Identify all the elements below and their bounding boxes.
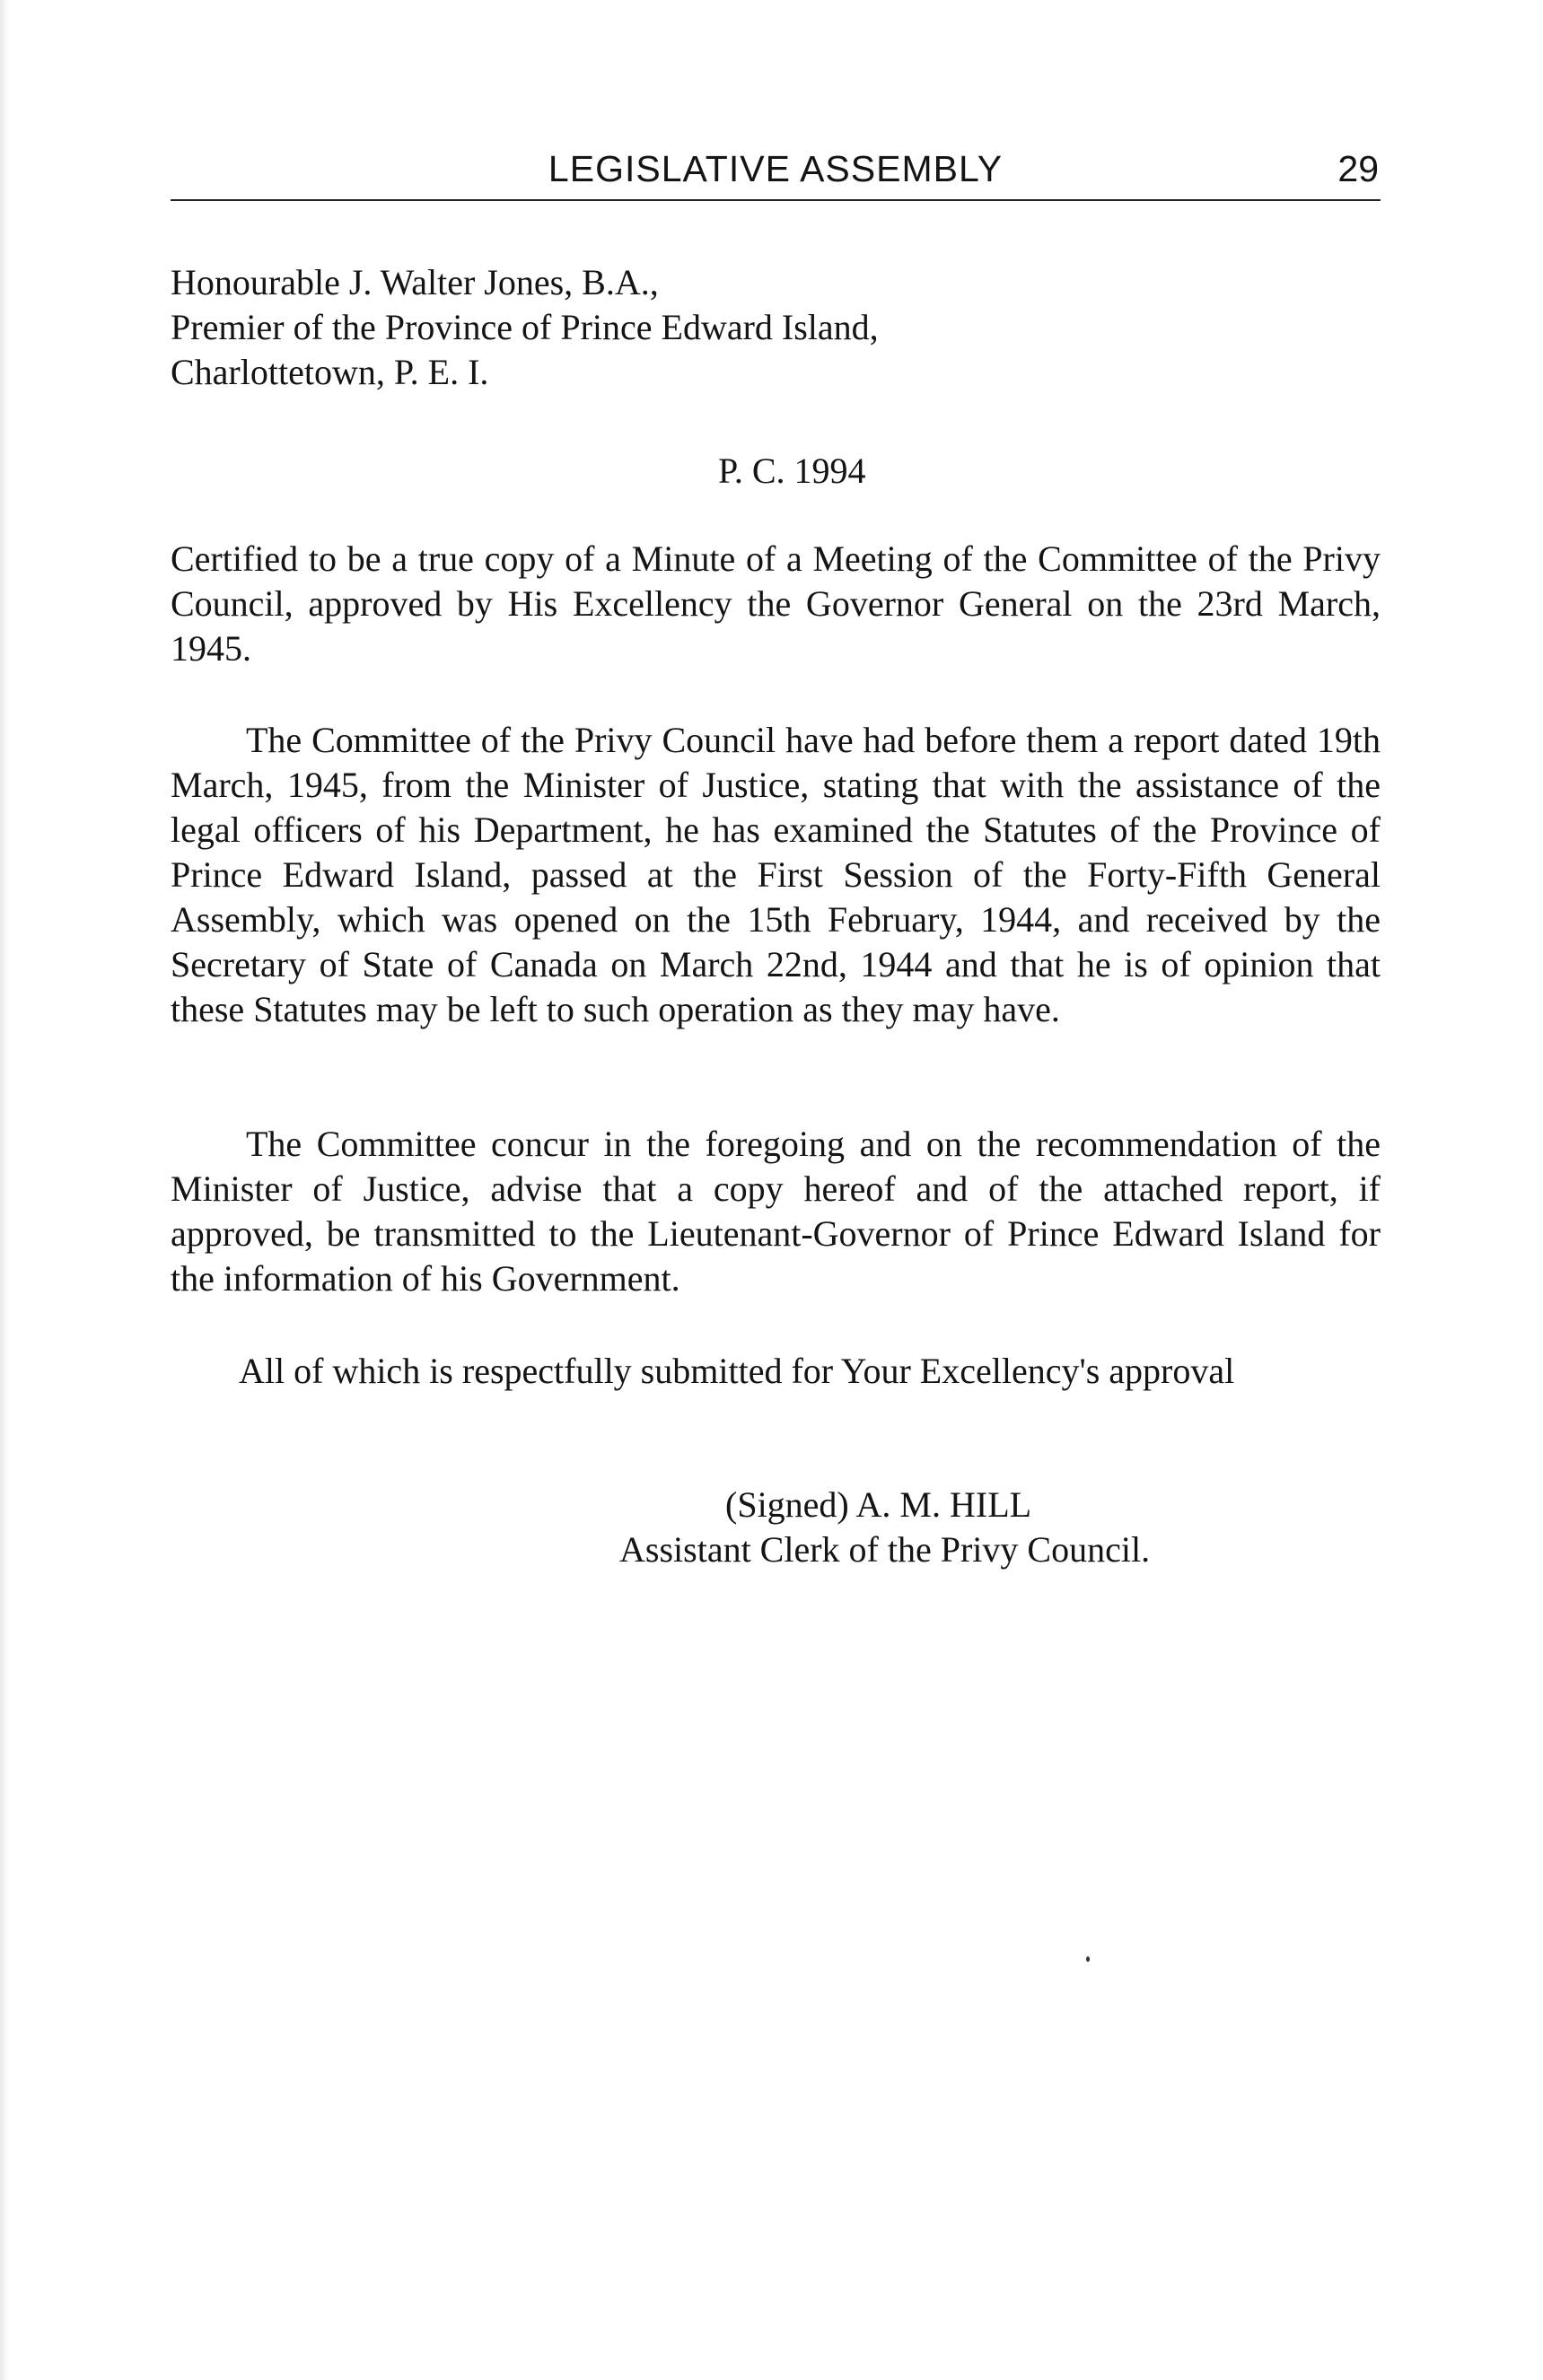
- running-head: LEGISLATIVE ASSEMBLY: [548, 148, 1004, 189]
- page-number: 29: [1337, 148, 1379, 189]
- signatory-title: Assistant Clerk of the Privy Council.: [619, 1529, 1151, 1570]
- order-number: P. C. 1994: [718, 451, 866, 491]
- paragraph-text: All of which is respectfully submitted for Your Excellency's approval: [239, 1351, 1235, 1391]
- certification-paragraph: [171, 537, 1381, 671]
- addressee-block: [171, 260, 1381, 395]
- paragraph-text: Certified to be a true copy of a Minute of a Meeting of the Committee of the Privy Council, approved by His Excellency the Governor General on the 23rd March, 1945.: [171, 538, 1381, 669]
- addressee-name: Honourable J. Walter Jones, B.A.,: [171, 262, 659, 302]
- report-paragraph: [171, 718, 1381, 1032]
- signatory-name: (Signed) A. M. HILL: [725, 1484, 1032, 1525]
- addressee-title: Premier of the Province of Prince Edward Island,: [171, 307, 879, 347]
- ink-speck: [1086, 1956, 1090, 1962]
- page-header: [171, 142, 1381, 196]
- header-rule: [171, 199, 1381, 201]
- paragraph-text: The Committee of the Privy Council have had before them a report dated 19th March, 1945, from the Minister of Justice, stating that with the assistance of the legal officers of his Department, he has examined the Statutes of the Province of Prince Edward Island, passed at the First Session of the Forty-Fifth General Assembly, which was opened on the 15th February, 1944, and received by the Secretary of State of Canada on March 22nd, 1944 and that he is of opinion that these Statutes may be left to such operation as they may have.: [171, 720, 1381, 1029]
- paragraph-text: The Committee concur in the foregoing and on the recommendation of the Minister of Justice, advise that a copy hereof and of the attached report, if approved, be transmitted to the Lieutenant-Governor of Prince Edward Island for the information of his Government.: [171, 1124, 1381, 1299]
- scan-edge-shadow: [0, 0, 9, 2380]
- addressee-location: Charlottetown, P. E. I.: [171, 352, 489, 392]
- recommendation-paragraph: [171, 1122, 1381, 1301]
- signature-block: [619, 1483, 1337, 1572]
- submission-paragraph: [171, 1349, 1381, 1394]
